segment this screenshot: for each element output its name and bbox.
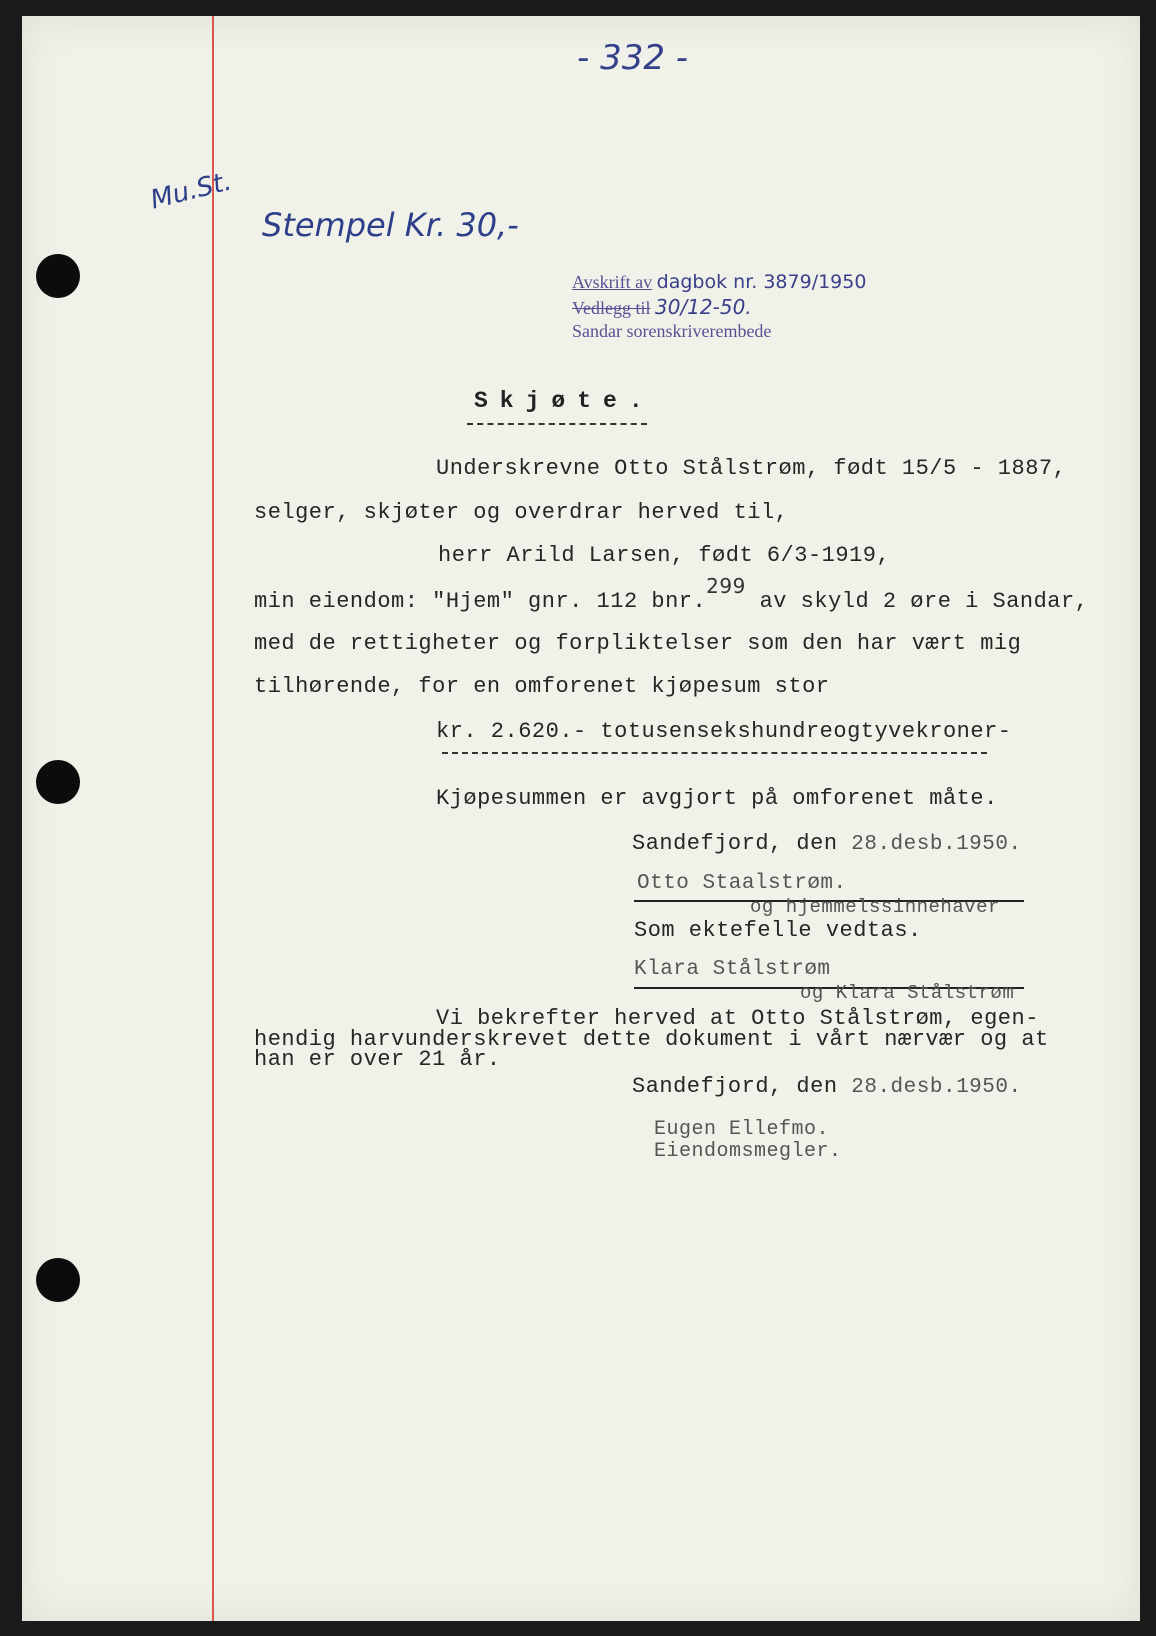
- place-prefix: Sandefjord, den: [632, 831, 838, 856]
- spouse-note: og Klara Stålstrøm: [800, 982, 1015, 1004]
- amount-underline: [442, 752, 987, 754]
- bnr-handwritten: 299: [706, 574, 746, 598]
- date: 28.desb.1950.: [851, 1076, 1022, 1099]
- date: 28.desb.1950.: [851, 833, 1022, 856]
- stamp-value: 30/12-50.: [655, 295, 752, 319]
- broker-title: Eiendomsmegler.: [654, 1140, 842, 1163]
- body-line: [254, 574, 1089, 614]
- witness-place-date: [632, 1074, 1022, 1099]
- stamp-line-2: [572, 295, 866, 319]
- witness-line: Vi bekrefter herved at Otto Stålstrøm, egen-: [436, 1006, 1039, 1031]
- stamp-value: dagbok nr. 3879/1950: [656, 271, 867, 293]
- stamp-line-1: [572, 271, 866, 293]
- stamp-label: Avskrift av: [572, 272, 653, 292]
- seller-signature-name: Otto Staalstrøm.: [637, 872, 847, 895]
- registry-stamp: [572, 271, 866, 342]
- stamp-label: Vedlegg til: [572, 298, 651, 318]
- punch-hole: [36, 1258, 80, 1302]
- spouse-signature-name: Klara Stålstrøm: [634, 958, 831, 981]
- seller-note: og hjemmelssinnehaver: [750, 896, 1000, 918]
- title-underline: [467, 423, 647, 425]
- witness-line: hendig harvunderskrevet dette dokument i vårt nærvær og at: [254, 1027, 1049, 1052]
- spouse-consent-label: Som ektefelle vedtas.: [634, 918, 922, 943]
- punch-hole: [36, 254, 80, 298]
- settlement-line: Kjøpesummen er avgjort på omforenet måte.: [436, 786, 998, 811]
- document-title: Skjøte.: [474, 388, 655, 414]
- place-date: [632, 831, 1022, 856]
- body-line: tilhørende, for en omforenet kjøpesum stor: [254, 674, 830, 699]
- page-number: - 332 -: [577, 38, 689, 78]
- body-line: selger, skjøter og overdrar herved til,: [254, 500, 789, 525]
- place-prefix: Sandefjord, den: [632, 1074, 838, 1099]
- document-page: [22, 16, 1140, 1621]
- property-text-tail: av skyld 2 øre i Sandar,: [759, 589, 1089, 614]
- broker-name: Eugen Ellefmo.: [654, 1118, 830, 1141]
- stamp-fee-note: Stempel Kr. 30,-: [262, 206, 519, 244]
- stamp-line-3: Sandar sorenskriverembede: [572, 321, 772, 341]
- purchase-amount: kr. 2.620.- totusensekshundreogtyvekroner-: [436, 719, 1012, 744]
- punch-hole: [36, 760, 80, 804]
- margin-rule: [212, 16, 214, 1621]
- margin-initials: Mu.St.: [147, 166, 235, 216]
- witness-line: han er over 21 år.: [254, 1047, 501, 1072]
- body-line: Underskrevne Otto Stålstrøm, født 15/5 - 1887,: [436, 456, 1067, 481]
- body-line: med de rettigheter og forpliktelser som den har vært mig: [254, 631, 1022, 656]
- body-line: herr Arild Larsen, født 6/3-1919,: [438, 543, 891, 568]
- property-text: min eiendom: "Hjem" gnr. 112 bnr.: [254, 589, 707, 614]
